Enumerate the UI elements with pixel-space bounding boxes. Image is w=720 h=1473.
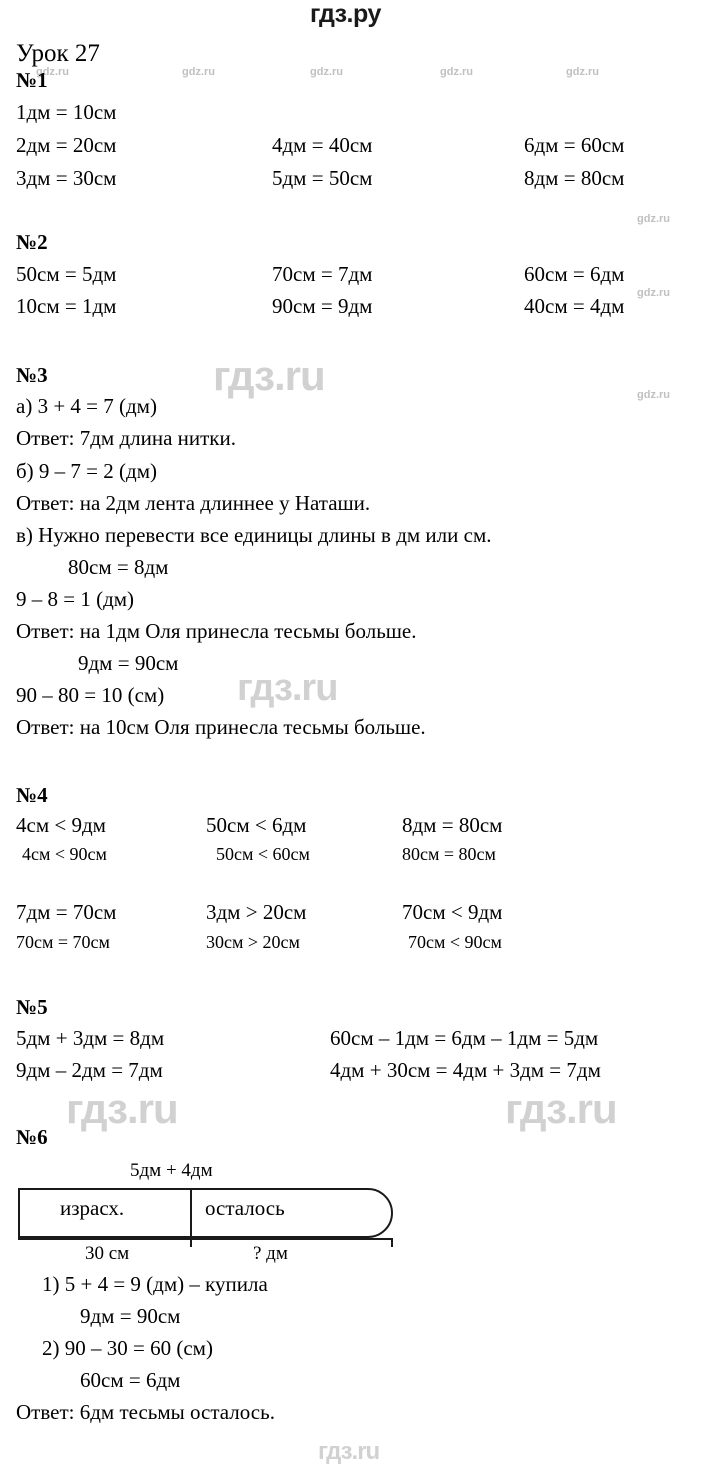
task6-line: 60см = 6дм — [80, 1368, 181, 1392]
task2-cell: 70см = 7дм — [272, 262, 373, 286]
task4-subcell: 30см > 20см — [206, 932, 300, 952]
watermark-large: гдз.ru — [505, 1085, 617, 1132]
task4-subcell: 50см < 60см — [216, 844, 310, 864]
task-number-5: №5 — [16, 995, 48, 1019]
task5-cell: 5дм + 3дм = 8дм — [16, 1026, 165, 1050]
task3-line: 80см = 8дм — [68, 555, 169, 579]
task1-cell: 1дм = 10см — [16, 100, 117, 124]
task4-cell: 8дм = 80см — [402, 813, 503, 837]
task-number-1: №1 — [16, 68, 48, 92]
task-number-3: №3 — [16, 363, 48, 387]
task6-line: Ответ: 6дм тесьмы осталось. — [16, 1400, 275, 1424]
diagram-tick-right — [391, 1238, 393, 1247]
task4-cell: 7дм = 70см — [16, 900, 117, 924]
task5-cell: 4дм + 30см = 4дм + 3дм = 7дм — [330, 1058, 601, 1082]
task4-cell: 3дм > 20см — [206, 900, 307, 924]
task6-line: 9дм = 90см — [80, 1304, 181, 1328]
task3-line: Ответ: 7дм длина нитки. — [16, 426, 236, 450]
task1-cell: 6дм = 60см — [524, 133, 625, 157]
site-logo: гдз.ру — [310, 0, 381, 28]
page-title: Урок 27 — [16, 40, 100, 67]
task3-line: а) 3 + 4 = 7 (дм) — [16, 394, 157, 418]
task4-cell: 50см < 6дм — [206, 813, 307, 837]
task1-cell: 2дм = 20см — [16, 133, 117, 157]
task2-cell: 50см = 5дм — [16, 262, 117, 286]
task1-cell: 3дм = 30см — [16, 166, 117, 190]
task5-cell: 9дм – 2дм = 7дм — [16, 1058, 163, 1082]
task3-line: б) 9 – 7 = 2 (дм) — [16, 459, 157, 483]
task6-line: 2) 90 – 30 = 60 (см) — [42, 1336, 213, 1360]
task3-line: 9 – 8 = 1 (дм) — [16, 587, 135, 611]
watermark-small: gdz.ru — [36, 66, 69, 78]
task2-cell: 60см = 6дм — [524, 262, 625, 286]
task2-cell: 10см = 1дм — [16, 294, 117, 318]
task3-line: 90 – 80 = 10 (см) — [16, 683, 165, 707]
task-number-2: №2 — [16, 230, 48, 254]
watermark-footer: гдз.ru — [318, 1438, 380, 1465]
watermark-small: gdz.ru — [637, 213, 670, 225]
task4-subcell: 70см < 90см — [408, 932, 502, 952]
task-number-4: №4 — [16, 783, 48, 807]
task4-cell: 70см < 9дм — [402, 900, 503, 924]
task3-line: Ответ: на 2дм лента длиннее у Наташи. — [16, 491, 371, 515]
watermark-small: gdz.ru — [566, 66, 599, 78]
task1-cell: 8дм = 80см — [524, 166, 625, 190]
task1-cell: 4дм = 40см — [272, 133, 373, 157]
task5-cell: 60см – 1дм = 6дм – 1дм = 5дм — [330, 1026, 599, 1050]
watermark-small: gdz.ru — [440, 66, 473, 78]
task3-line: Ответ: на 1дм Оля принесла тесьмы больше. — [16, 619, 417, 643]
watermark-small: gdz.ru — [637, 389, 670, 401]
diagram-divider — [190, 1188, 192, 1238]
watermark-small: gdz.ru — [637, 287, 670, 299]
watermark-large: гдз.ru — [213, 352, 325, 399]
task-number-6: №6 — [16, 1125, 48, 1149]
watermark-small: gdz.ru — [182, 66, 215, 78]
diagram-baseline — [18, 1238, 393, 1240]
diagram-right-cell: осталось — [205, 1196, 285, 1220]
task4-subcell: 80см = 80см — [402, 844, 496, 864]
task2-cell: 40см = 4дм — [524, 294, 625, 318]
task4-cell: 4см < 9дм — [16, 813, 106, 837]
watermark-small: gdz.ru — [310, 66, 343, 78]
task3-line: 9дм = 90см — [78, 651, 179, 675]
task1-cell: 5дм = 50см — [272, 166, 373, 190]
task4-subcell: 70см = 70см — [16, 932, 110, 952]
task3-line: Ответ: на 10см Оля принесла тесьмы больше. — [16, 715, 426, 739]
task6-line: 1) 5 + 4 = 9 (дм) – купила — [42, 1272, 268, 1296]
task2-cell: 90см = 9дм — [272, 294, 373, 318]
diagram-total-label: 5дм + 4дм — [130, 1160, 213, 1181]
task3-line: в) Нужно перевести все единицы длины в дм или см. — [16, 523, 492, 547]
diagram-right-value: ? дм — [253, 1243, 288, 1264]
diagram-left-value: 30 см — [85, 1243, 130, 1264]
diagram-left-cell: израсх. — [60, 1196, 125, 1220]
diagram-tick-middle — [190, 1238, 192, 1247]
watermark-large: гдз.ru — [237, 667, 338, 709]
watermark-large: гдз.ru — [66, 1085, 178, 1132]
task4-subcell: 4см < 90см — [22, 844, 107, 864]
